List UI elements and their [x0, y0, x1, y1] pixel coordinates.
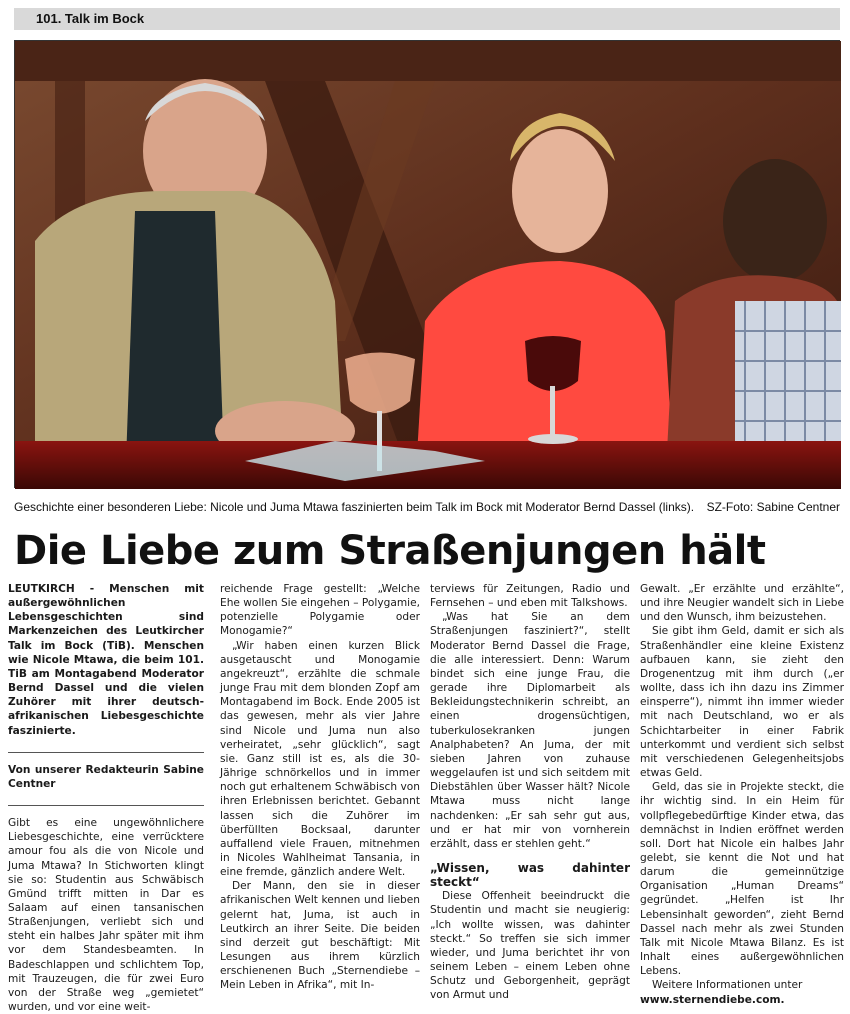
- article-paragraph: „Wir haben einen kurzen Blick ausgetauscht und Monogamie angekreuzt“, erzählte die schmale junge Frau mit dem blonden Zopf am Montagabend im Bock. Ende 2005 ist das gewesen, mehr als vier Jahre sind Nicole und Juma nun also verheiratet, „sehr glücklich“, sagt sie. Ganz still ist es, als die 30-Jährige schnörkellos und in immer noch gut erhaltenem Schwäbisch von ihren Erlebnissen berichtet. Gebannt lassen sich die Zuhörer im überfüllten Bocksaal, darunter auffallend viele Frauen, mitnehmen in Nicoles Wahlheimat Tansania, in eine fremde, gänzlich andere Welt.: [220, 639, 420, 879]
- photo-three-people-icon: [15, 41, 841, 489]
- article-paragraph: Sie gibt ihm Geld, damit er sich als Straßenhändler eine kleine Existenz aufbauen kann, sie zieht den Drogenentzug mit ihm durch („er wollte, dass ich ihn dazu ins Zimmer einsperre“), nimmt ihn immer wieder mit nach Deutschland, wo er als Schichtarbeiter in einer Fabrik unterkommt und verdient sich selbst mit verschiedenen Gelegenheitsjobs etwas Geld.: [640, 625, 844, 780]
- divider: [8, 752, 204, 753]
- website-link[interactable]: www.sternendiebe.com.: [640, 993, 785, 1006]
- divider: [8, 805, 204, 806]
- article-subheading: „Wissen, was dahinter steckt“: [430, 860, 630, 890]
- photo-caption-text: Geschichte einer besonderen Liebe: Nicole und Juma Mtawa faszinierten beim Talk im Bock mit Moderator Bernd Dassel (links).: [14, 500, 695, 514]
- more-info-text: Weitere Informationen unter: [652, 979, 803, 992]
- article-column-3: [430, 582, 630, 1003]
- article-paragraph: Diese Offenheit beeindruckt die Studentin und macht sie neugierig: „Ich wollte wissen, was dahinter steckt.“ So treffen sie sich immer wieder, und Juma berichtet ihr von seinem Leben – einem Leben ohne Schutz und Geborgenheit, geprägt von Armut und: [430, 890, 630, 1002]
- article-headline: Die Liebe zum Straßenjungen hält: [14, 528, 766, 574]
- article-body: [8, 582, 844, 1014]
- article-column-1: [8, 582, 204, 1014]
- article-paragraph: [640, 978, 844, 1006]
- article-column-2: [220, 582, 420, 993]
- article-column-4: [640, 582, 844, 1007]
- photo-credit: SZ-Foto: Sabine Centner: [706, 500, 840, 514]
- article-paragraph: Gibt es eine ungewöhnlichere Liebesgeschichte, eine verrücktere amour fou als die von Nicole und Juma Mtawa? In Stichworten klingt sie so: Studentin aus Schwäbisch Gmünd trifft mitten in Dar es Salaam auf einen tansanischen Straßenjungen, verliebt sich und steht ein halbes Jahr später mit ihm vor dem Standesbeamten. In Badeschlappen und schlichtem Top, mit Trauzeugen, die für zwei Euro von der Straße weg „gemietet“ wurden, und vor eine weit-: [8, 817, 204, 1014]
- article-paragraph: reichende Frage gestellt: „Welche Ehe wollen Sie eingehen – Polygamie, potenzielle Polygamie oder Monogamie?“: [220, 583, 420, 638]
- article-paragraph: Gewalt. „Er erzählte und erzählte“, und ihre Neugier wandelt sich in Liebe und den Wunsch, ihm beizustehen.: [640, 583, 844, 624]
- article-lead: LEUTKIRCH - Menschen mit außergewöhnlichen Lebensgeschichten sind Markenzeichen des Leutkircher Talk im Bock (TiB). Menschen wie Nicole Mtawa, die beim 101. TiB am Montagabend Moderator Bernd Dassel und die vielen Zuhörer mit ihrer deutsch-afrikanischen Liebesgeschichte faszinierte.: [8, 583, 204, 737]
- article-author: Von unserer Redakteurin Sabine Centner: [8, 763, 204, 790]
- photo-caption: [14, 500, 840, 515]
- section-header-bar: [14, 8, 840, 30]
- article-paragraph: Geld, das sie in Projekte steckt, die ihr wichtig sind. In ein Heim für vollpflegebedürftige Kinder etwa, das demnächst in Indien eröffnet werden soll. Dort hat Nicole ein halbes Jahr gelebt, sie kennt die Not und hat darum die gemeinnützige Organisation „Human Dreams“ gegründet. „Helfen ist Ihr Lebensinhalt geworden“, zieht Bernd Dassel nach mehr als zwei Stunden Talk mit Nicole Mtawa Bilanz. Es ist Inhalt eines außergewöhnlichen Lebens.: [640, 781, 844, 978]
- article-paragraph: Der Mann, den sie in dieser afrikanischen Welt kennen und lieben gelernt hat, Juma, ist auch in Leutkirch an ihrer Seite. Die beiden sind derzeit gut beschäftigt: Mit Lesungen aus ihrem kürzlich erschienenen Buch „Sternendiebe – Mein Leben in Afrika“, mit In-: [220, 880, 420, 992]
- section-header-label: 101. Talk im Bock: [36, 11, 145, 26]
- article-paragraph: terviews für Zeitungen, Radio und Fernsehen – und eben mit Talkshows.: [430, 583, 630, 610]
- article-paragraph: „Was hat Sie an dem Straßenjungen fasziniert?“, stellt Moderator Bernd Dassel die Frage, die alle interessiert. Denn: Warum bindet sich eine junge Frau, die gerade ihre Diplomarbeit als Bekleidungstechnikerin schreibt, an einen drogensüchtigen, tuberkulosekranken jungen Analphabeten? An Juma, der mit sieben Jahren von zuhause weggelaufen ist und sich seitdem mit Diebstählen über Wasser hält? Nicole Mtawa muss nicht lange nachdenken: „Er sah sehr gut aus, und er hat mir von vornherein erzählt, dass er stehlen geht.“: [430, 611, 630, 850]
- article-photo: [14, 40, 840, 488]
